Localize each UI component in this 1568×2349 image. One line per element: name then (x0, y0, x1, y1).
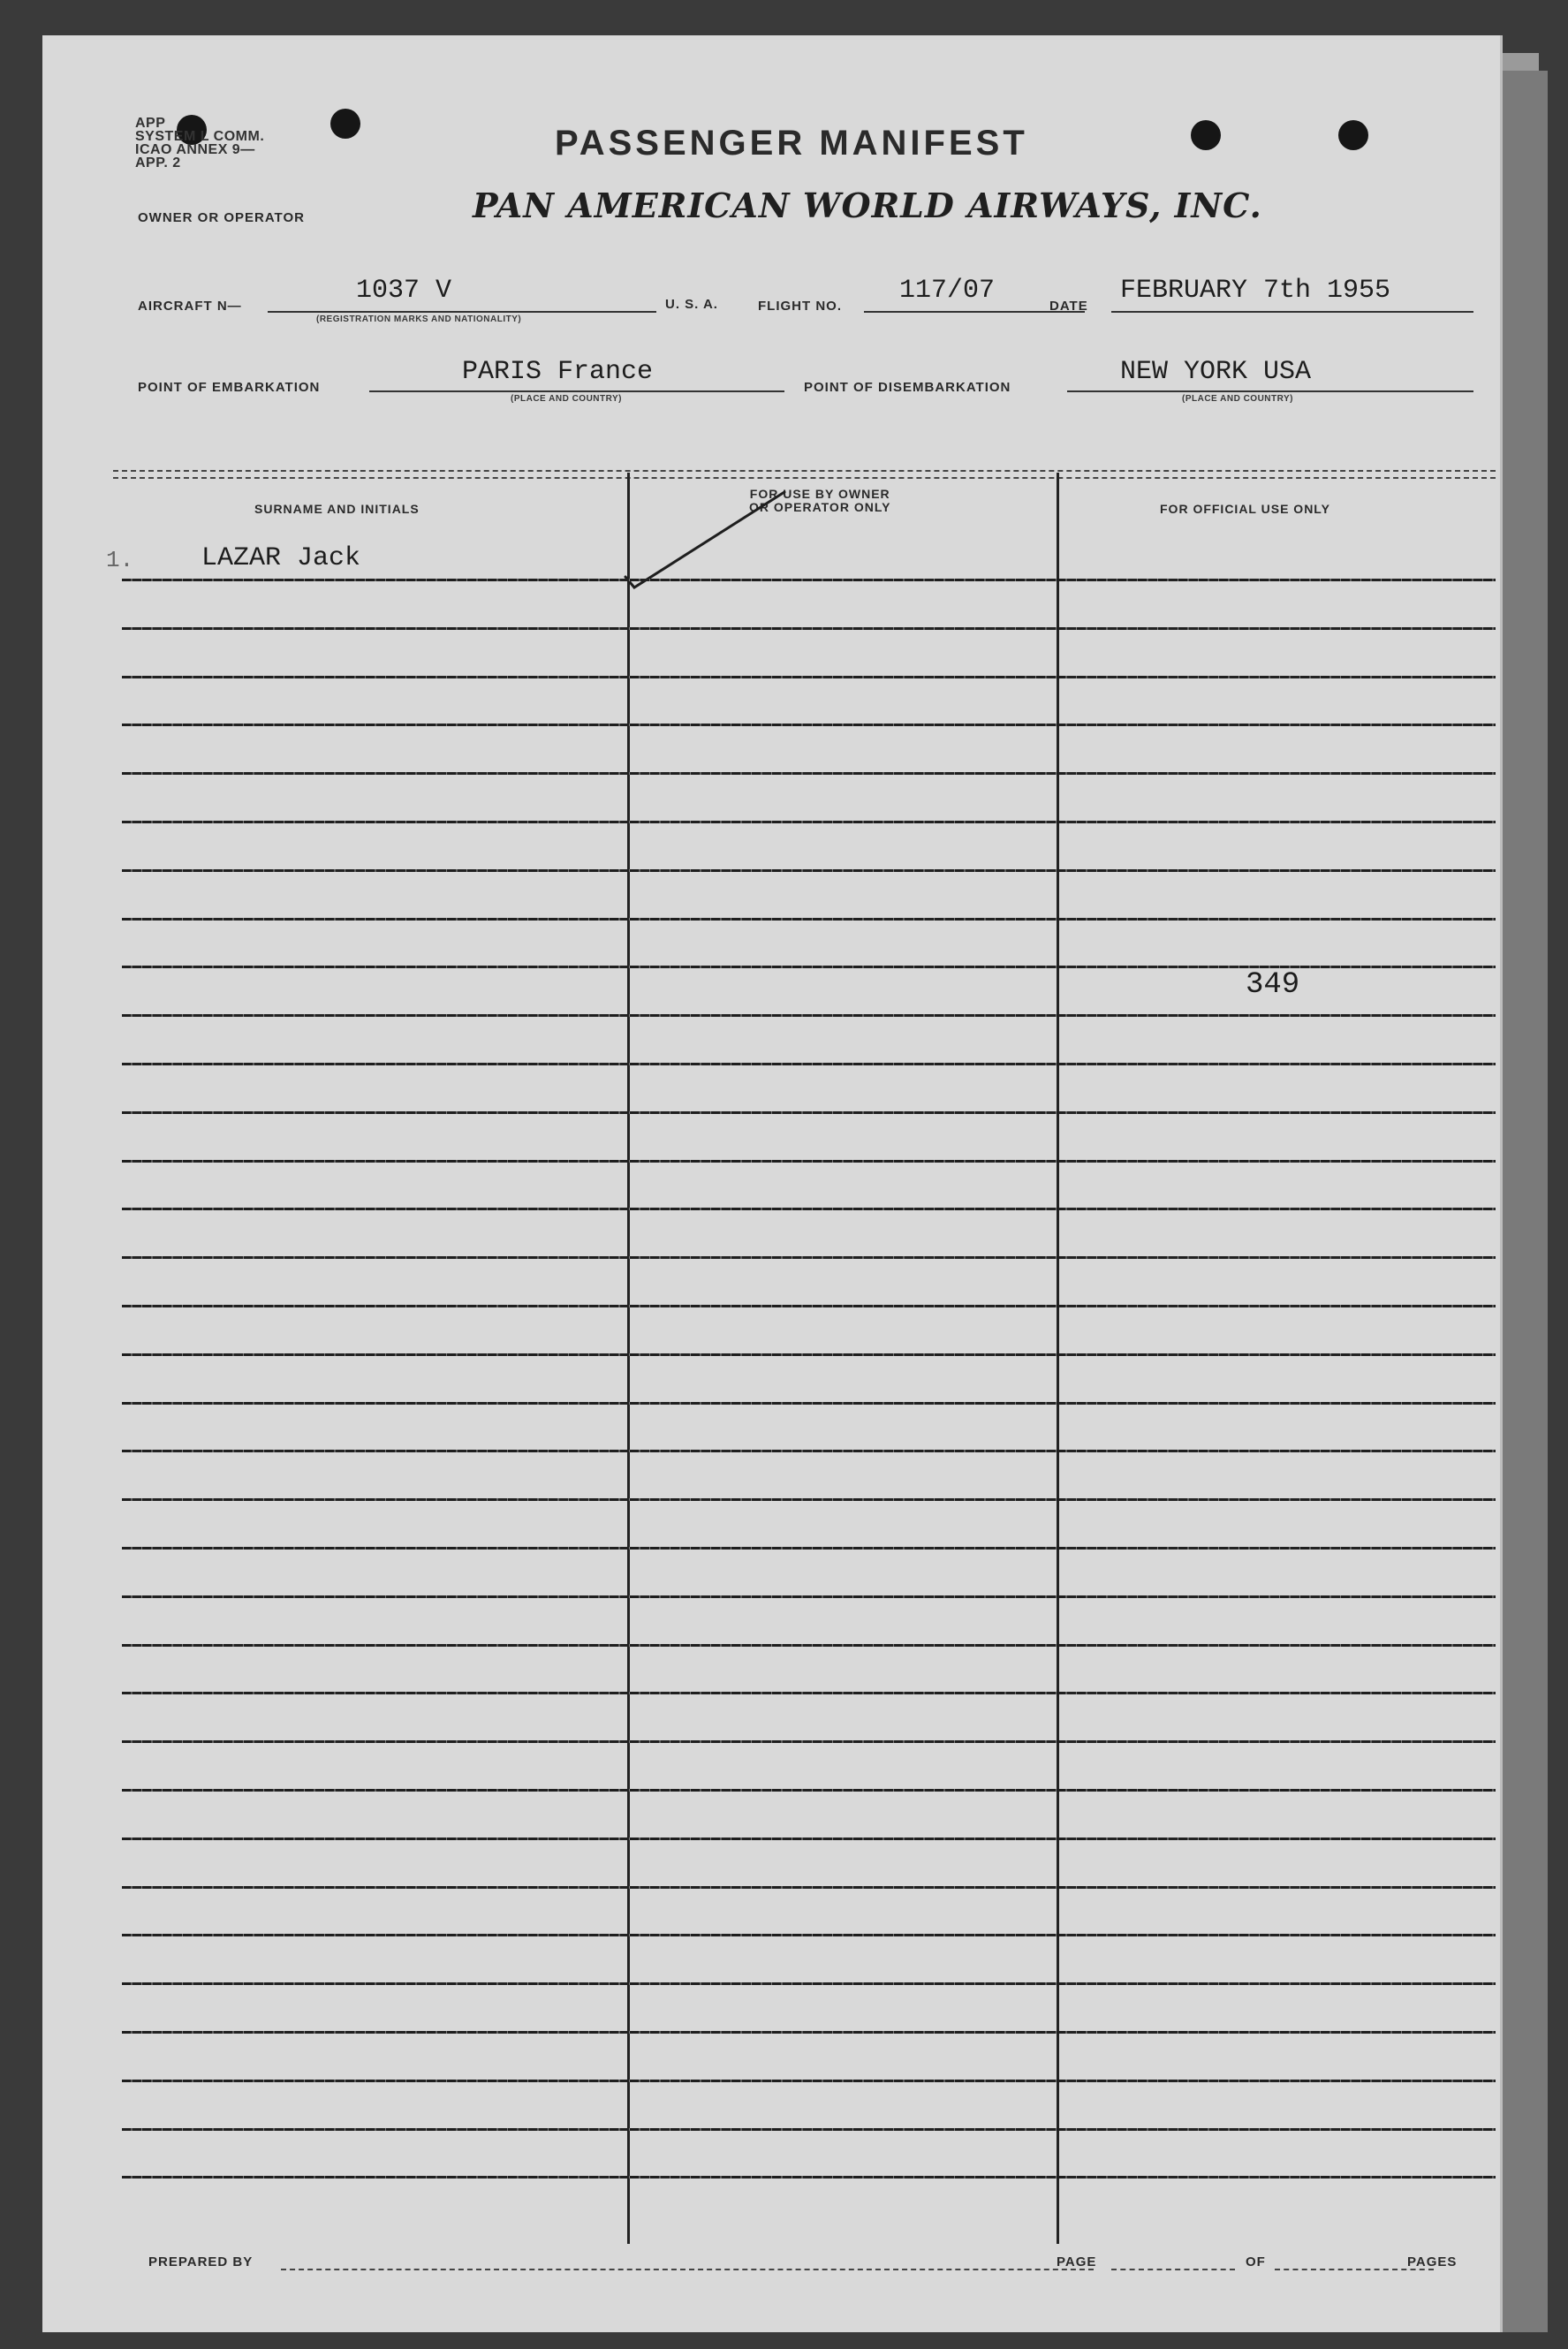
aircraft-label: AIRCRAFT N— (138, 299, 242, 314)
check-mark-icon (608, 481, 802, 605)
page-label: PAGE (1057, 2254, 1097, 2269)
usa-label: U. S. A. (665, 297, 718, 312)
row-rule (122, 1305, 1496, 1307)
corner-stamp-line: APP (135, 116, 166, 131)
punch-hole (1191, 120, 1221, 150)
table-top-rule (113, 470, 1496, 472)
row-rule (122, 821, 1496, 823)
disembark-value: NEW YORK USA (1120, 357, 1312, 387)
corner-stamp-line: SYSTEM L COMM. (135, 129, 265, 144)
column-divider (1057, 473, 1059, 2244)
row-rule (122, 2031, 1496, 2034)
col-header-operator-line: OR OPERATOR ONLY (749, 500, 891, 514)
row-rule (122, 1402, 1496, 1405)
row-rule (122, 1692, 1496, 1694)
column-divider (627, 473, 630, 2244)
row-rule (122, 1789, 1496, 1792)
row-rule (122, 1886, 1496, 1889)
date-value: FEBRUARY 7th 1955 (1120, 276, 1391, 306)
row-rule (122, 1547, 1496, 1550)
official-note: 349 (1246, 968, 1300, 1002)
row-rule (122, 1063, 1496, 1065)
row-rule (122, 1014, 1496, 1017)
row-rule (122, 627, 1496, 630)
disembark-line (1067, 390, 1473, 392)
aircraft-value: 1037 V (356, 276, 452, 306)
date-label: DATE (1049, 299, 1088, 314)
owner-label: OWNER OR OPERATOR (138, 210, 305, 225)
row-rule (122, 1450, 1496, 1452)
underlying-sheet-2 (1493, 71, 1548, 2332)
corner-stamp-line: ICAO ANNEX 9—APP. 2 (135, 142, 255, 170)
embark-sublabel: (PLACE AND COUNTRY) (511, 394, 622, 404)
row-rule (122, 724, 1496, 726)
row-number: 1. (106, 547, 134, 573)
row-rule (122, 1208, 1496, 1210)
passenger-name: LAZAR Jack (201, 543, 361, 573)
col-header-official: FOR OFFICIAL USE ONLY (1160, 502, 1330, 516)
flight-label: FLIGHT NO. (758, 299, 842, 314)
row-rule (122, 1256, 1496, 1259)
row-rule (122, 1982, 1496, 1985)
row-rule (122, 1160, 1496, 1163)
row-rule (122, 1498, 1496, 1501)
row-rule (122, 1934, 1496, 1936)
punch-hole (330, 109, 360, 139)
pages-label: PAGES (1407, 2254, 1458, 2269)
flight-value: 117/07 (899, 276, 996, 306)
row-rule (122, 2176, 1496, 2179)
row-rule (122, 1595, 1496, 1598)
disembark-label: POINT OF DISEMBARKATION (804, 380, 1011, 395)
aircraft-sublabel: (REGISTRATION MARKS AND NATIONALITY) (316, 314, 522, 324)
row-rule (122, 676, 1496, 678)
row-rule (122, 579, 1496, 581)
row-rule (122, 1353, 1496, 1356)
table-row (106, 543, 636, 579)
row-rule (122, 2080, 1496, 2082)
of-label: OF (1246, 2254, 1266, 2269)
embark-label: POINT OF EMBARKATION (138, 380, 321, 395)
row-rule (122, 918, 1496, 921)
embark-line (369, 390, 784, 392)
row-rule (122, 2128, 1496, 2131)
col-header-operator-line: FOR USE BY OWNER (749, 487, 890, 501)
page-line (1111, 2269, 1235, 2270)
row-rule (122, 1740, 1496, 1743)
row-rule (122, 1111, 1496, 1114)
row-rule (122, 1644, 1496, 1647)
date-line (1111, 311, 1473, 313)
disembark-sublabel: (PLACE AND COUNTRY) (1182, 394, 1293, 404)
owner-value: PAN AMERICAN WORLD AIRWAYS, INC. (473, 186, 1262, 225)
prepared-line (281, 2269, 1094, 2270)
embark-value: PARIS France (462, 357, 654, 387)
row-rule (122, 869, 1496, 872)
table-top-rule (113, 477, 1496, 479)
row-rule (122, 1838, 1496, 1840)
corner-stamp (135, 117, 285, 170)
row-rule (122, 772, 1496, 775)
aircraft-line (268, 311, 656, 313)
manifest-sheet (42, 35, 1500, 2332)
prepared-label: PREPARED BY (148, 2254, 254, 2269)
punch-hole (1338, 120, 1368, 150)
page-title: PASSENGER MANIFEST (555, 124, 1028, 163)
col-header-name: SURNAME AND INITIALS (254, 502, 420, 516)
